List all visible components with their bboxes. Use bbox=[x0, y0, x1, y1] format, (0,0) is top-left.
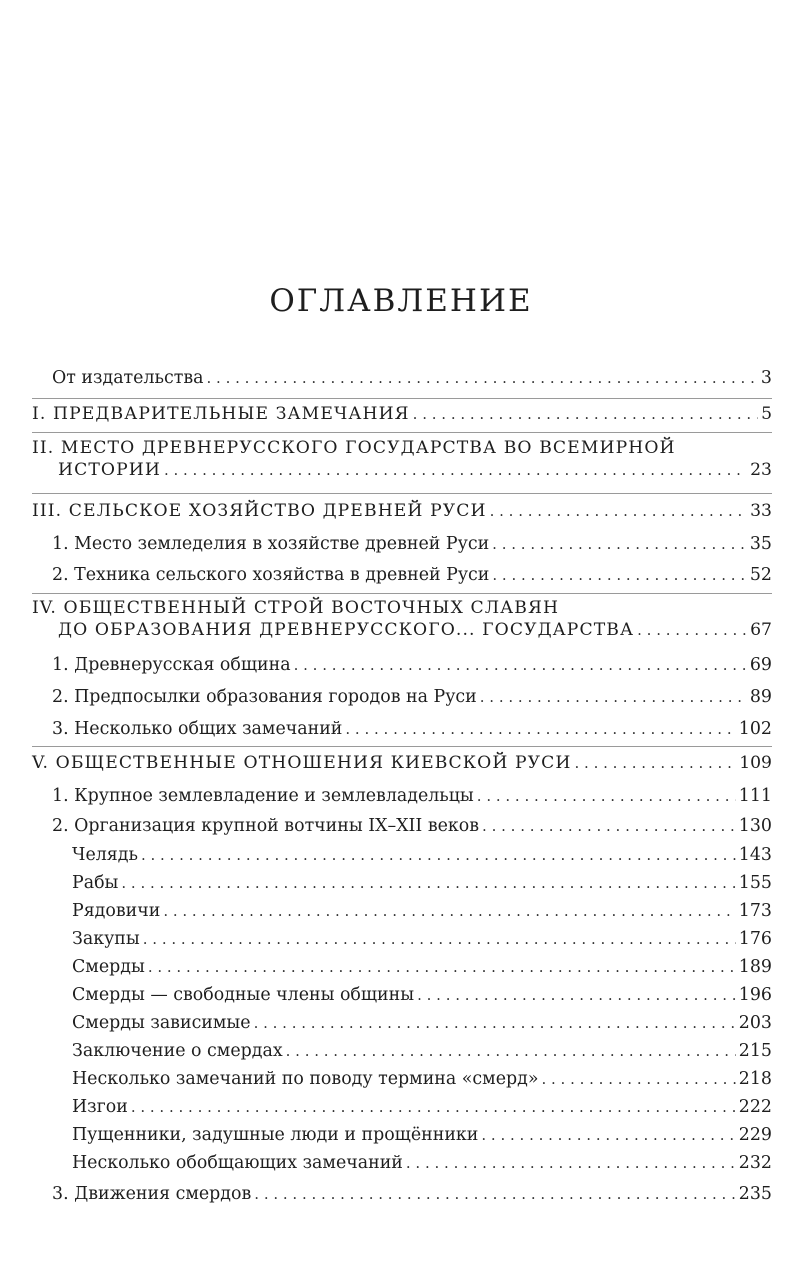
toc-subentry[interactable] bbox=[72, 900, 772, 922]
toc-entry-title: Заключение о смердах bbox=[72, 1041, 283, 1061]
leader-dots bbox=[254, 1012, 736, 1034]
toc-page-number: 35 bbox=[749, 534, 772, 554]
toc-entry-title: Смерды bbox=[72, 957, 145, 977]
toc-entry-title: Несколько замечаний по поводу термина «смерд» bbox=[72, 1069, 539, 1089]
toc-entry-title: 3. Движения смердов bbox=[52, 1184, 252, 1204]
toc-entry[interactable] bbox=[52, 686, 772, 708]
toc-subentry[interactable] bbox=[72, 1124, 772, 1146]
toc-page-number: 52 bbox=[749, 565, 772, 585]
leader-dots bbox=[417, 984, 736, 1006]
toc-part-3[interactable] bbox=[32, 500, 772, 522]
leader-dots bbox=[481, 1124, 735, 1146]
toc-page-number: 203 bbox=[738, 1013, 772, 1033]
leader-dots bbox=[477, 785, 736, 807]
toc-page-number: 130 bbox=[738, 816, 772, 836]
leader-dots bbox=[294, 654, 747, 676]
toc-page-number: 109 bbox=[739, 753, 772, 773]
toc-page-number: 69 bbox=[749, 655, 772, 675]
toc-entry[interactable] bbox=[52, 654, 772, 676]
toc-entry-title: Изгои bbox=[72, 1097, 128, 1117]
toc-entry-title-line2: ИСТОРИИ bbox=[58, 460, 161, 480]
toc-entry-title-line1: II. МЕСТО ДРЕВНЕРУССКОГО ГОСУДАРСТВА ВО ВСЕМИРНОЙ bbox=[32, 438, 676, 458]
toc-page-number: 232 bbox=[738, 1153, 772, 1173]
toc-page-number: 218 bbox=[738, 1069, 772, 1089]
toc-subentry[interactable] bbox=[72, 872, 772, 894]
toc-entry[interactable] bbox=[52, 815, 772, 837]
leader-dots bbox=[254, 1183, 736, 1205]
toc-entry[interactable] bbox=[52, 533, 772, 555]
toc-subentry[interactable] bbox=[72, 1012, 772, 1034]
toc-page-number: 102 bbox=[738, 719, 772, 739]
toc-entry-title: 2. Предпосылки образования городов на Руси bbox=[52, 687, 477, 707]
toc-entry-title: Рядовичи bbox=[72, 901, 161, 921]
divider bbox=[32, 432, 772, 433]
leader-dots bbox=[131, 1096, 736, 1118]
toc-entry-title-line2: ДО ОБРАЗОВАНИЯ ДРЕВНЕРУССКОГО... ГОСУДАРСТВА bbox=[58, 620, 635, 640]
leader-dots bbox=[121, 872, 735, 894]
toc-part-5[interactable] bbox=[32, 752, 772, 774]
divider bbox=[32, 493, 772, 494]
toc-entry[interactable] bbox=[52, 785, 772, 807]
toc-page-number: 189 bbox=[738, 957, 772, 977]
leader-dots bbox=[207, 367, 758, 389]
leader-dots bbox=[637, 619, 747, 641]
toc-page-number: 173 bbox=[738, 901, 772, 921]
toc-entry-title: 3. Несколько общих замечаний bbox=[52, 719, 343, 739]
toc-subentry[interactable] bbox=[72, 984, 772, 1006]
toc-subentry[interactable] bbox=[72, 1040, 772, 1062]
leader-dots bbox=[163, 900, 735, 922]
toc-page-number: 196 bbox=[738, 985, 772, 1005]
toc-subentry[interactable] bbox=[72, 1152, 772, 1174]
toc-subentry[interactable] bbox=[72, 1068, 772, 1090]
toc-entry-title: Закупы bbox=[72, 929, 140, 949]
toc-entry-publisher[interactable] bbox=[52, 367, 772, 389]
toc-page-number: 155 bbox=[738, 873, 772, 893]
leader-dots bbox=[490, 500, 748, 522]
page-title: ОГЛАВЛЕНИЕ bbox=[269, 283, 533, 319]
toc-entry-title: Челядь bbox=[72, 845, 138, 865]
toc-entry-title: V. ОБЩЕСТВЕННЫЕ ОТНОШЕНИЯ КИЕВСКОЙ РУСИ bbox=[32, 753, 572, 773]
toc-entry-title: Смерды зависимые bbox=[72, 1013, 251, 1033]
toc-page-number: 33 bbox=[750, 501, 772, 521]
toc-entry-title: От издательства bbox=[52, 368, 204, 388]
leader-dots bbox=[345, 718, 735, 740]
toc-entry-title: 2. Организация крупной вотчины IX–XII веков bbox=[52, 816, 480, 836]
leader-dots bbox=[492, 564, 746, 586]
divider bbox=[32, 746, 772, 747]
leader-dots bbox=[492, 533, 747, 555]
toc-entry-title: 1. Место земледелия в хозяйстве древней Руси bbox=[52, 534, 490, 554]
leader-dots bbox=[286, 1040, 736, 1062]
toc-entry-title: Пущенники, задушные люди и прощённики bbox=[72, 1125, 479, 1145]
leader-dots bbox=[480, 686, 747, 708]
toc-page-number: 222 bbox=[738, 1097, 772, 1117]
toc-part-2[interactable] bbox=[32, 437, 772, 481]
toc-entry-title: Несколько обобщающих замечаний bbox=[72, 1153, 403, 1173]
leader-dots bbox=[141, 844, 736, 866]
divider bbox=[32, 593, 772, 594]
toc-page-number: 5 bbox=[761, 404, 772, 424]
toc-subentry[interactable] bbox=[72, 928, 772, 950]
toc-entry-title-line1: IV. ОБЩЕСТВЕННЫЙ СТРОЙ ВОСТОЧНЫХ СЛАВЯН bbox=[32, 598, 560, 618]
toc-page-number: 3 bbox=[760, 368, 772, 388]
leader-dots bbox=[164, 459, 747, 481]
toc-entry-title: 1. Древнерусская община bbox=[52, 655, 291, 675]
toc-page-number: 229 bbox=[738, 1125, 772, 1145]
divider bbox=[32, 398, 772, 399]
leader-dots bbox=[575, 752, 737, 774]
toc-page-number: 235 bbox=[738, 1184, 772, 1204]
toc-entry-title: 1. Крупное землевладение и землевладельцы bbox=[52, 786, 474, 806]
toc-entry-title: Рабы bbox=[72, 873, 119, 893]
leader-dots bbox=[541, 1068, 735, 1090]
toc-page-number: 111 bbox=[738, 786, 772, 806]
toc-subentry[interactable] bbox=[72, 956, 772, 978]
toc-page-number: 89 bbox=[749, 687, 772, 707]
toc-page-number: 215 bbox=[738, 1041, 772, 1061]
toc-entry-title: 2. Техника сельского хозяйства в древней Руси bbox=[52, 565, 490, 585]
leader-dots bbox=[482, 815, 736, 837]
toc-page-number: 23 bbox=[750, 460, 772, 480]
toc-entry-title: III. СЕЛЬСКОЕ ХОЗЯЙСТВО ДРЕВНЕЙ РУСИ bbox=[32, 501, 487, 521]
toc-page-number: 176 bbox=[738, 929, 772, 949]
toc-subentry[interactable] bbox=[72, 844, 772, 866]
toc-page-number: 143 bbox=[738, 845, 772, 865]
leader-dots bbox=[413, 403, 758, 425]
leader-dots bbox=[406, 1152, 736, 1174]
leader-dots bbox=[148, 956, 736, 978]
toc-part-1[interactable] bbox=[32, 403, 772, 425]
toc-entry[interactable] bbox=[52, 1183, 772, 1205]
toc-page-number: 67 bbox=[750, 620, 772, 640]
toc-entry[interactable] bbox=[52, 718, 772, 740]
toc-entry[interactable] bbox=[52, 564, 772, 586]
toc-part-4[interactable] bbox=[32, 597, 772, 641]
toc-entry-title: I. ПРЕДВАРИТЕЛЬНЫЕ ЗАМЕЧАНИЯ bbox=[32, 404, 410, 424]
leader-dots bbox=[143, 928, 736, 950]
toc-subentry[interactable] bbox=[72, 1096, 772, 1118]
toc-entry-title: Смерды — свободные члены общины bbox=[72, 985, 415, 1005]
